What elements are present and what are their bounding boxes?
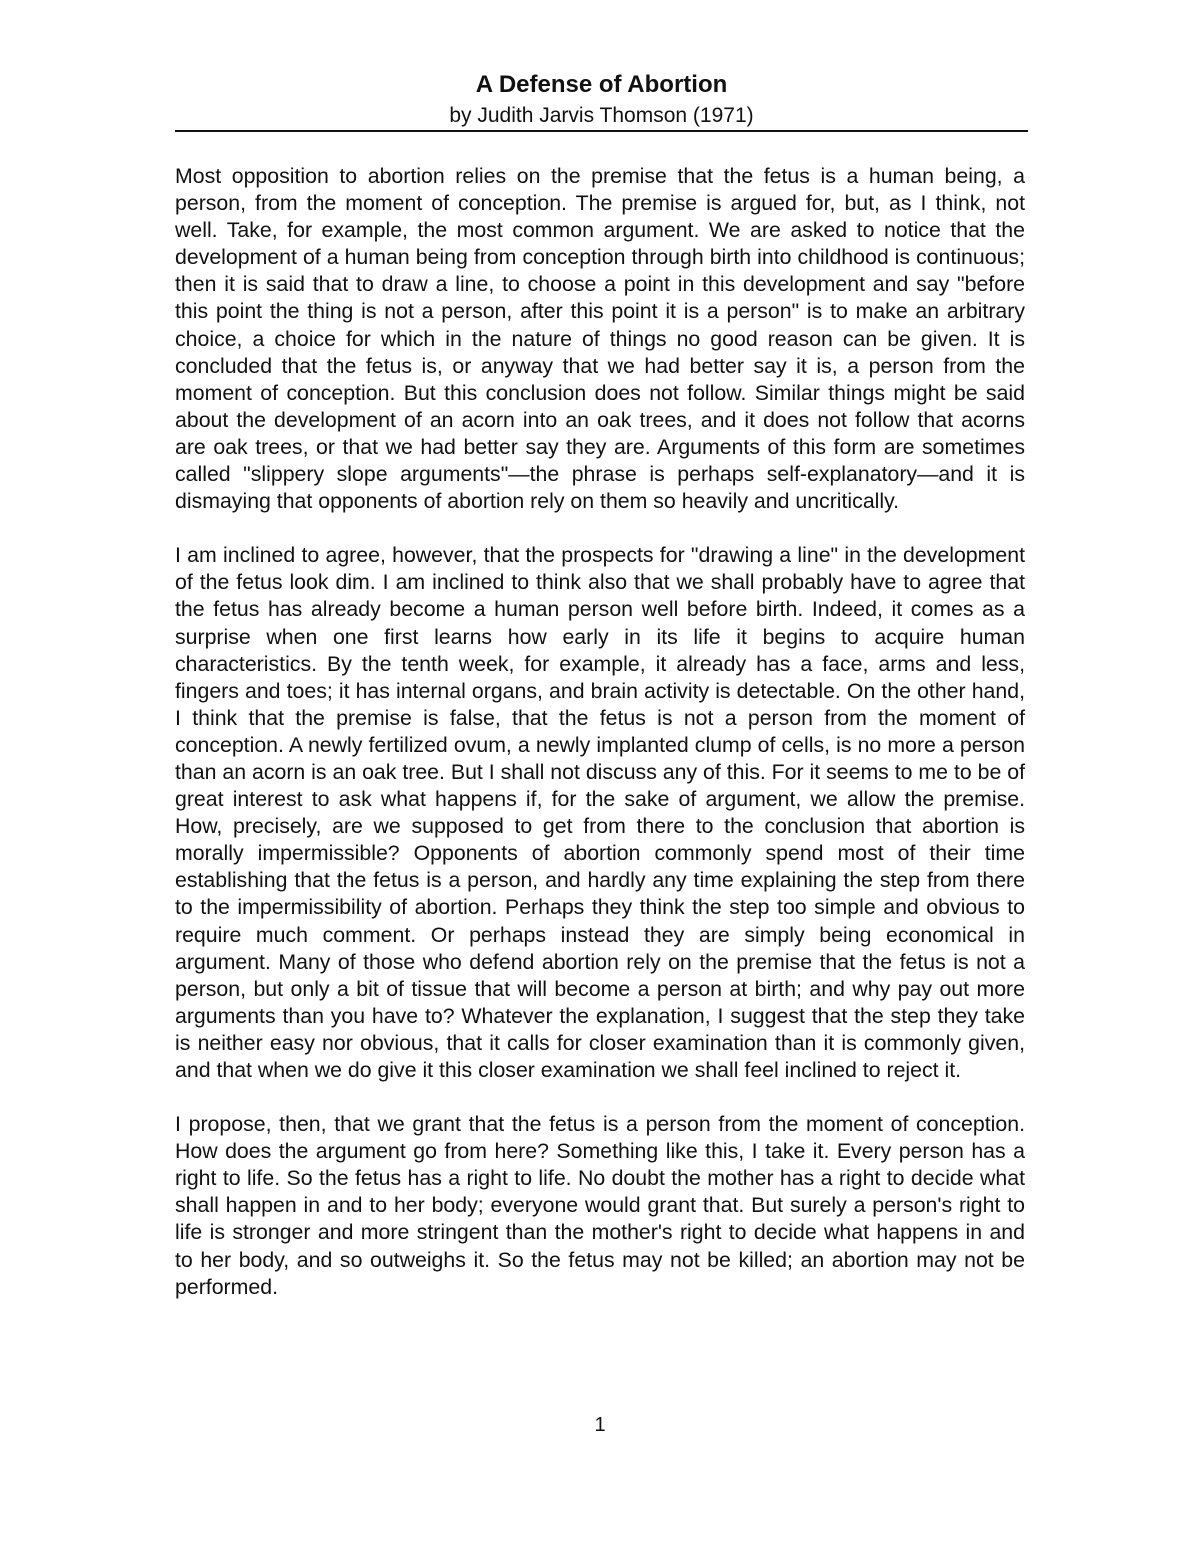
page-number: 1: [594, 1414, 606, 1436]
header-rule: [175, 130, 1028, 132]
paragraph-2: I am inclined to agree, however, that the prospects for "drawing a line" in the development of the fetus look dim. I am inclined to think also that we shall probably have to agree that the fetus has already become a human person well before birth. Indeed, it comes as a surprise when one first learns how early in its life it begins to acquire human characteristics. By the tenth week, for example, it already has a face, arms and less, fingers and toes; it has internal organs, and brain activity is detectable. On the other hand, I think that the premise is false, that the fetus is not a person from the moment of conception. A newly fertilized ovum, a newly implanted clump of cells, is no more a person than an acorn is an oak tree. But I shall not discuss any of this. For it seems to me to be of great interest to ask what happens if, for the sake of argument, we allow the premise. How, precisely, are we supposed to get from there to the conclusion that abortion is morally impermissible? Opponents of abortion commonly spend most of their time establishing that the fetus is a person, and hardly any time explaining the step from there to the impermissibility of abortion. Perhaps they think the step too simple and obvious to require much comment. Or perhaps instead they are simply being economical in argument. Many of those who defend abortion rely on the premise that the fetus is not a person, but only a bit of tissue that will become a person at birth; and why pay out more arguments than you have to? Whatever the explanation, I suggest that the step they take is neither easy nor obvious, that it calls for closer examination than it is commonly given, and that when we do give it this closer examination we shall feel inclined to reject it.: [175, 543, 1025, 1082]
paragraph-3: I propose, then, that we grant that the fetus is a person from the moment of conception. How does the argument go from here? Something like this, I take it. Every person has a right to life. So the fetus has a right to life. No doubt the mother has a right to decide what shall happen in and to her body; everyone would grant that. But surely a person's right to life is stronger and more stringent than the mother's right to decide what happens in and to her body, and so outweighs it. So the fetus may not be killed; an abortion may not be performed.: [175, 1112, 1025, 1299]
document-title: A Defense of Abortion: [475, 71, 728, 98]
document-byline: by Judith Jarvis Thomson (1971): [449, 104, 754, 127]
paragraph-1: Most opposition to abortion relies on the premise that the fetus is a human being, a person, from the moment of conception. The premise is argued for, but, as I think, not well. Take, for example, the most common argument. We are asked to notice that the development of a human being from conception through birth into childhood is continuous; then it is said that to draw a line, to choose a point in this development and say "before this point the thing is not a person, after this point it is a person" is to make an arbitrary choice, a choice for which in the nature of things no good reason can be given. It is concluded that the fetus is, or anyway that we had better say it is, a person from the moment of conception. But this conclusion does not follow. Similar things might be said about the development of an acorn into an oak trees, and it does not follow that acorns are oak trees, or that we had better say they are. Arguments of this form are sometimes called "slippery slope arguments"—the phrase is perhaps self-explanatory—and it is dismaying that opponents of abortion rely on them so heavily and uncritically.: [175, 164, 1025, 514]
document-header: [175, 70, 1028, 129]
document-body: [175, 163, 1025, 1328]
